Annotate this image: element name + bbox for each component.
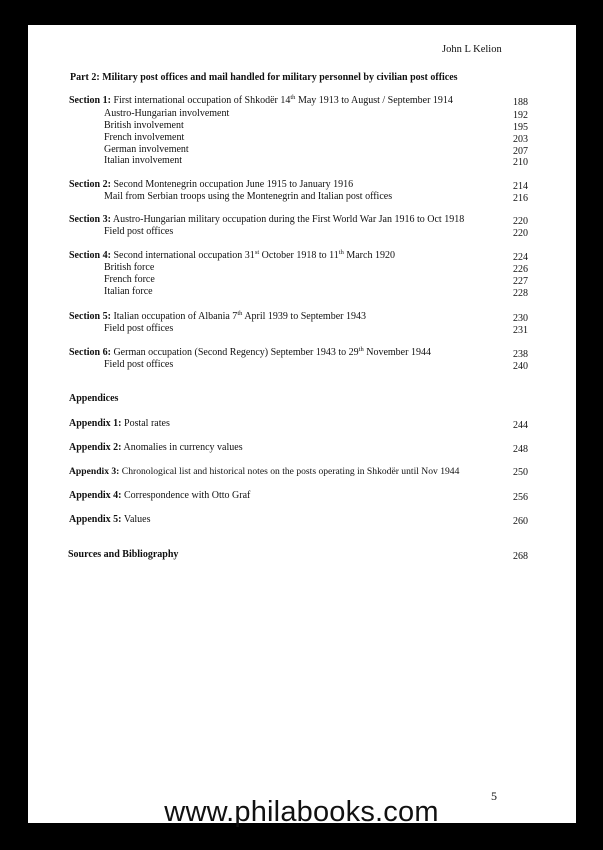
section-label: Section 4: — [69, 250, 111, 261]
toc-subentry: Mail from Serbian troops using the Montenegrin and Italian post offices — [104, 191, 393, 202]
toc-subentry-page: 192 — [513, 110, 528, 121]
section-3-heading — [69, 214, 464, 226]
sources-heading: Sources and Bibliography — [68, 549, 179, 560]
appendix-title: Values — [123, 514, 151, 525]
section-1-page: 188 — [513, 97, 528, 108]
part-title: Part 2: Military post offices and mail handled for military personnel by civilian post offices — [70, 72, 458, 83]
section-1-heading — [69, 95, 453, 107]
appendix-label: Appendix 5: — [69, 514, 122, 525]
section-title: German occupation (Second Regency) September 1943 to 29th November 1944 — [113, 346, 431, 358]
appendix-label: Appendix 1: — [69, 418, 122, 429]
appendix-4-page: 256 — [513, 492, 528, 503]
toc-subentry: Field post offices — [104, 359, 174, 370]
toc-subentry-page: 228 — [513, 288, 528, 299]
toc-subentry-page: 227 — [513, 276, 528, 287]
toc-subentry-page: 195 — [513, 122, 528, 133]
toc-subentry-page: 220 — [513, 228, 528, 239]
section-title: Second international occupation 31st October 1918 to 11th March 1920 — [113, 249, 395, 261]
section-3-page: 220 — [513, 216, 528, 227]
toc-subentry: Italian involvement — [104, 155, 183, 166]
section-label: Section 3: — [69, 214, 111, 225]
sources-page: 268 — [513, 551, 528, 562]
section-5-page: 230 — [513, 313, 528, 324]
toc-subentry: Field post offices — [104, 323, 174, 334]
section-title: First international occupation of Shkodër 14th May 1913 to August / September 1914 — [113, 94, 453, 106]
author-name: John L Kelion — [442, 44, 502, 55]
section-title: Austro-Hungarian military occupation during the First World War Jan 1916 to Oct 1918 — [112, 214, 465, 225]
toc-subentry-page: 207 — [513, 146, 528, 157]
watermark: www.philabooks.com — [164, 796, 439, 828]
document-page — [28, 25, 576, 823]
appendix-4 — [69, 490, 250, 502]
toc-subentry-page: 226 — [513, 264, 528, 275]
toc-subentry-page: 240 — [513, 361, 528, 372]
appendix-label: Appendix 2: — [69, 442, 122, 453]
section-label: Section 6: — [69, 347, 111, 358]
section-2-heading — [69, 179, 353, 191]
appendix-3 — [69, 466, 459, 478]
toc-subentry: French force — [104, 274, 155, 285]
page-number: 5 — [491, 789, 497, 803]
section-2-page: 214 — [513, 181, 528, 192]
appendix-5 — [69, 514, 151, 526]
section-6-page: 238 — [513, 349, 528, 360]
appendix-2-page: 248 — [513, 444, 528, 455]
section-label: Section 2: — [69, 179, 111, 190]
appendix-2 — [69, 442, 243, 454]
toc-subentry: British force — [104, 262, 155, 273]
toc-subentry: German involvement — [104, 144, 189, 155]
section-title: Italian occupation of Albania 7th April 1939 to September 1943 — [113, 310, 366, 322]
section-label: Section 1: — [69, 95, 111, 106]
appendix-title: Anomalies in currency values — [123, 442, 243, 453]
appendix-title: Chronological list and historical notes on the posts operating in Shkodër until Nov 1944 — [121, 466, 460, 477]
appendix-3-page: 250 — [513, 467, 528, 478]
toc-subentry-page: 216 — [513, 193, 528, 204]
toc-subentry: French involvement — [104, 132, 185, 143]
appendix-5-page: 260 — [513, 516, 528, 527]
appendices-heading: Appendices — [69, 393, 119, 404]
appendix-label: Appendix 4: — [69, 490, 122, 501]
section-label: Section 5: — [69, 311, 111, 322]
appendix-title: Correspondence with Otto Graf — [124, 490, 251, 501]
toc-subentry: Austro-Hungarian involvement — [104, 108, 230, 119]
toc-subentry-page: 231 — [513, 325, 528, 336]
section-title: Second Montenegrin occupation June 1915 to January 1916 — [113, 179, 354, 190]
toc-subentry: British involvement — [104, 120, 184, 131]
appendix-1-page: 244 — [513, 420, 528, 431]
toc-subentry: Italian force — [104, 286, 153, 297]
appendix-label: Appendix 3: — [69, 466, 120, 477]
appendix-1 — [69, 418, 170, 430]
section-4-heading — [69, 250, 395, 262]
toc-subentry-page: 203 — [513, 134, 528, 145]
section-5-heading — [69, 311, 366, 323]
section-6-heading — [69, 347, 431, 359]
appendix-title: Postal rates — [124, 418, 170, 429]
section-4-page: 224 — [513, 252, 528, 263]
toc-subentry: Field post offices — [104, 226, 174, 237]
toc-subentry-page: 210 — [513, 157, 528, 168]
